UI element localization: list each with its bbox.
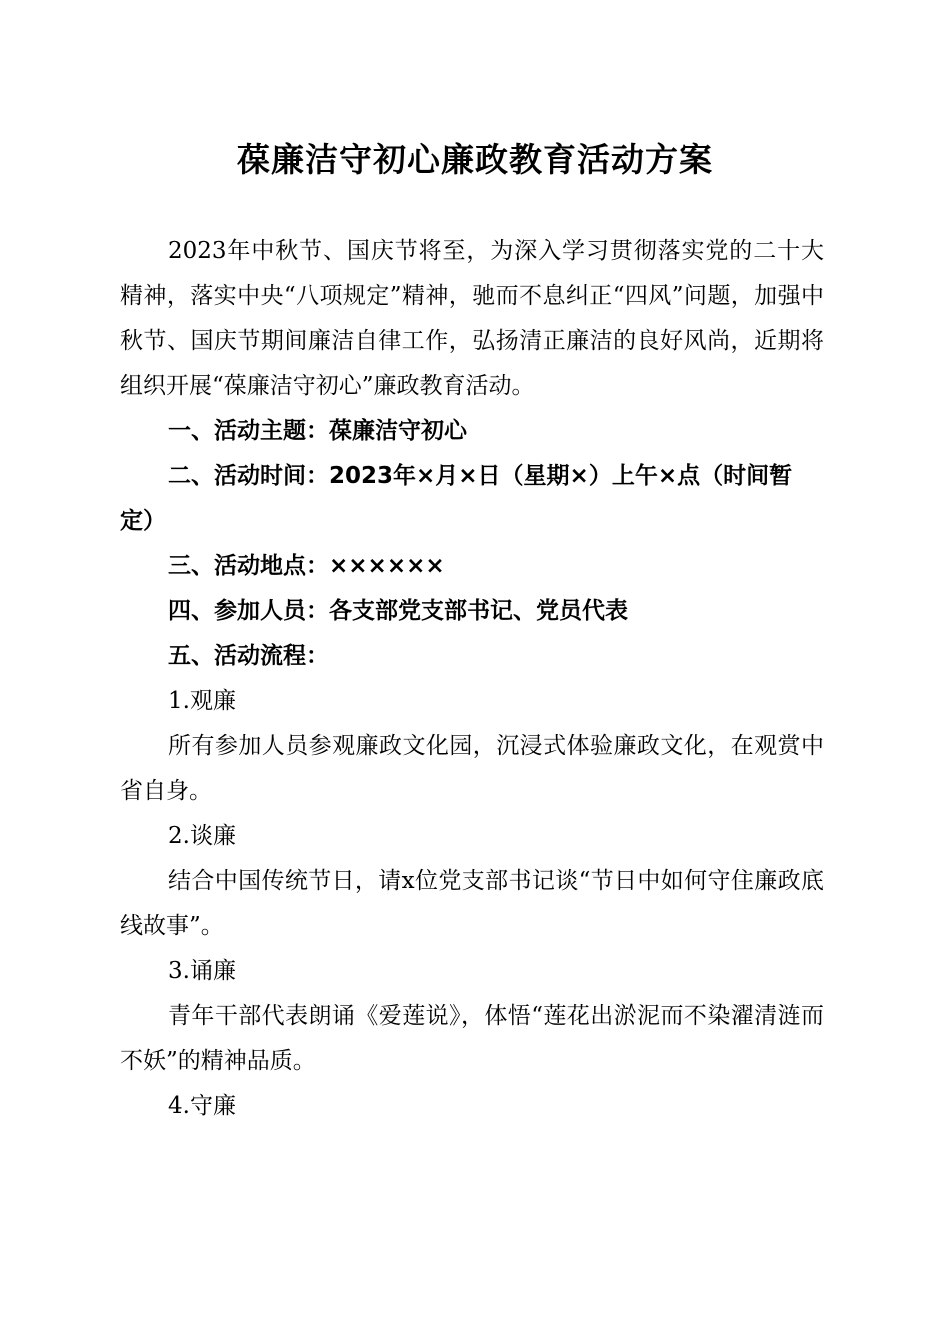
section-value: 2023年×月×日（星期×）上午×点（时间暂定） (120, 463, 793, 534)
section-label: 二、活动时间： (168, 463, 329, 489)
document-body (120, 229, 824, 1129)
step-text: 青年干部代表朗诵《爱莲说》，体悟“莲花出淤泥而不染濯清涟而不妖”的精神品质。 (120, 1003, 824, 1074)
section-value: ×××××× (329, 553, 445, 579)
section-label: 五、活动流程： (168, 643, 329, 669)
document-title: 葆廉洁守初心廉政教育活动方案 (237, 140, 713, 179)
section-participants (120, 589, 824, 634)
section-label: 一、活动主题： (168, 418, 329, 444)
step-heading: 1.观廉 (168, 688, 236, 714)
step-text: 结合中国传统节日，请x位党支部书记谈“节日中如何守住廉政底线故事”。 (120, 868, 824, 939)
section-label: 三、活动地点： (168, 553, 329, 579)
step-heading: 3.诵廉 (168, 958, 236, 984)
step-heading: 2.谈廉 (168, 823, 236, 849)
section-theme (120, 409, 824, 454)
section-location (120, 544, 824, 589)
step-text: 所有参加人员参观廉政文化园，沉浸式体验廉政文化，在观赏中省自身。 (120, 733, 824, 804)
section-process (120, 634, 824, 679)
section-value: 各支部党支部书记、党员代表 (329, 598, 628, 624)
section-value: 葆廉洁守初心 (329, 418, 467, 444)
intro-paragraph: 2023年中秋节、国庆节将至，为深入学习贯彻落实党的二十大精神，落实中央“八项规定”精神，驰而不息纠正“四风”问题，加强中秋节、国庆节期间廉洁自律工作，弘扬清正廉洁的良好风尚，近期将组织开展“葆廉洁守初心”廉政教育活动。 (120, 238, 824, 399)
step-heading: 4.守廉 (168, 1093, 236, 1119)
section-time (120, 454, 824, 544)
section-label: 四、参加人员： (168, 598, 329, 624)
